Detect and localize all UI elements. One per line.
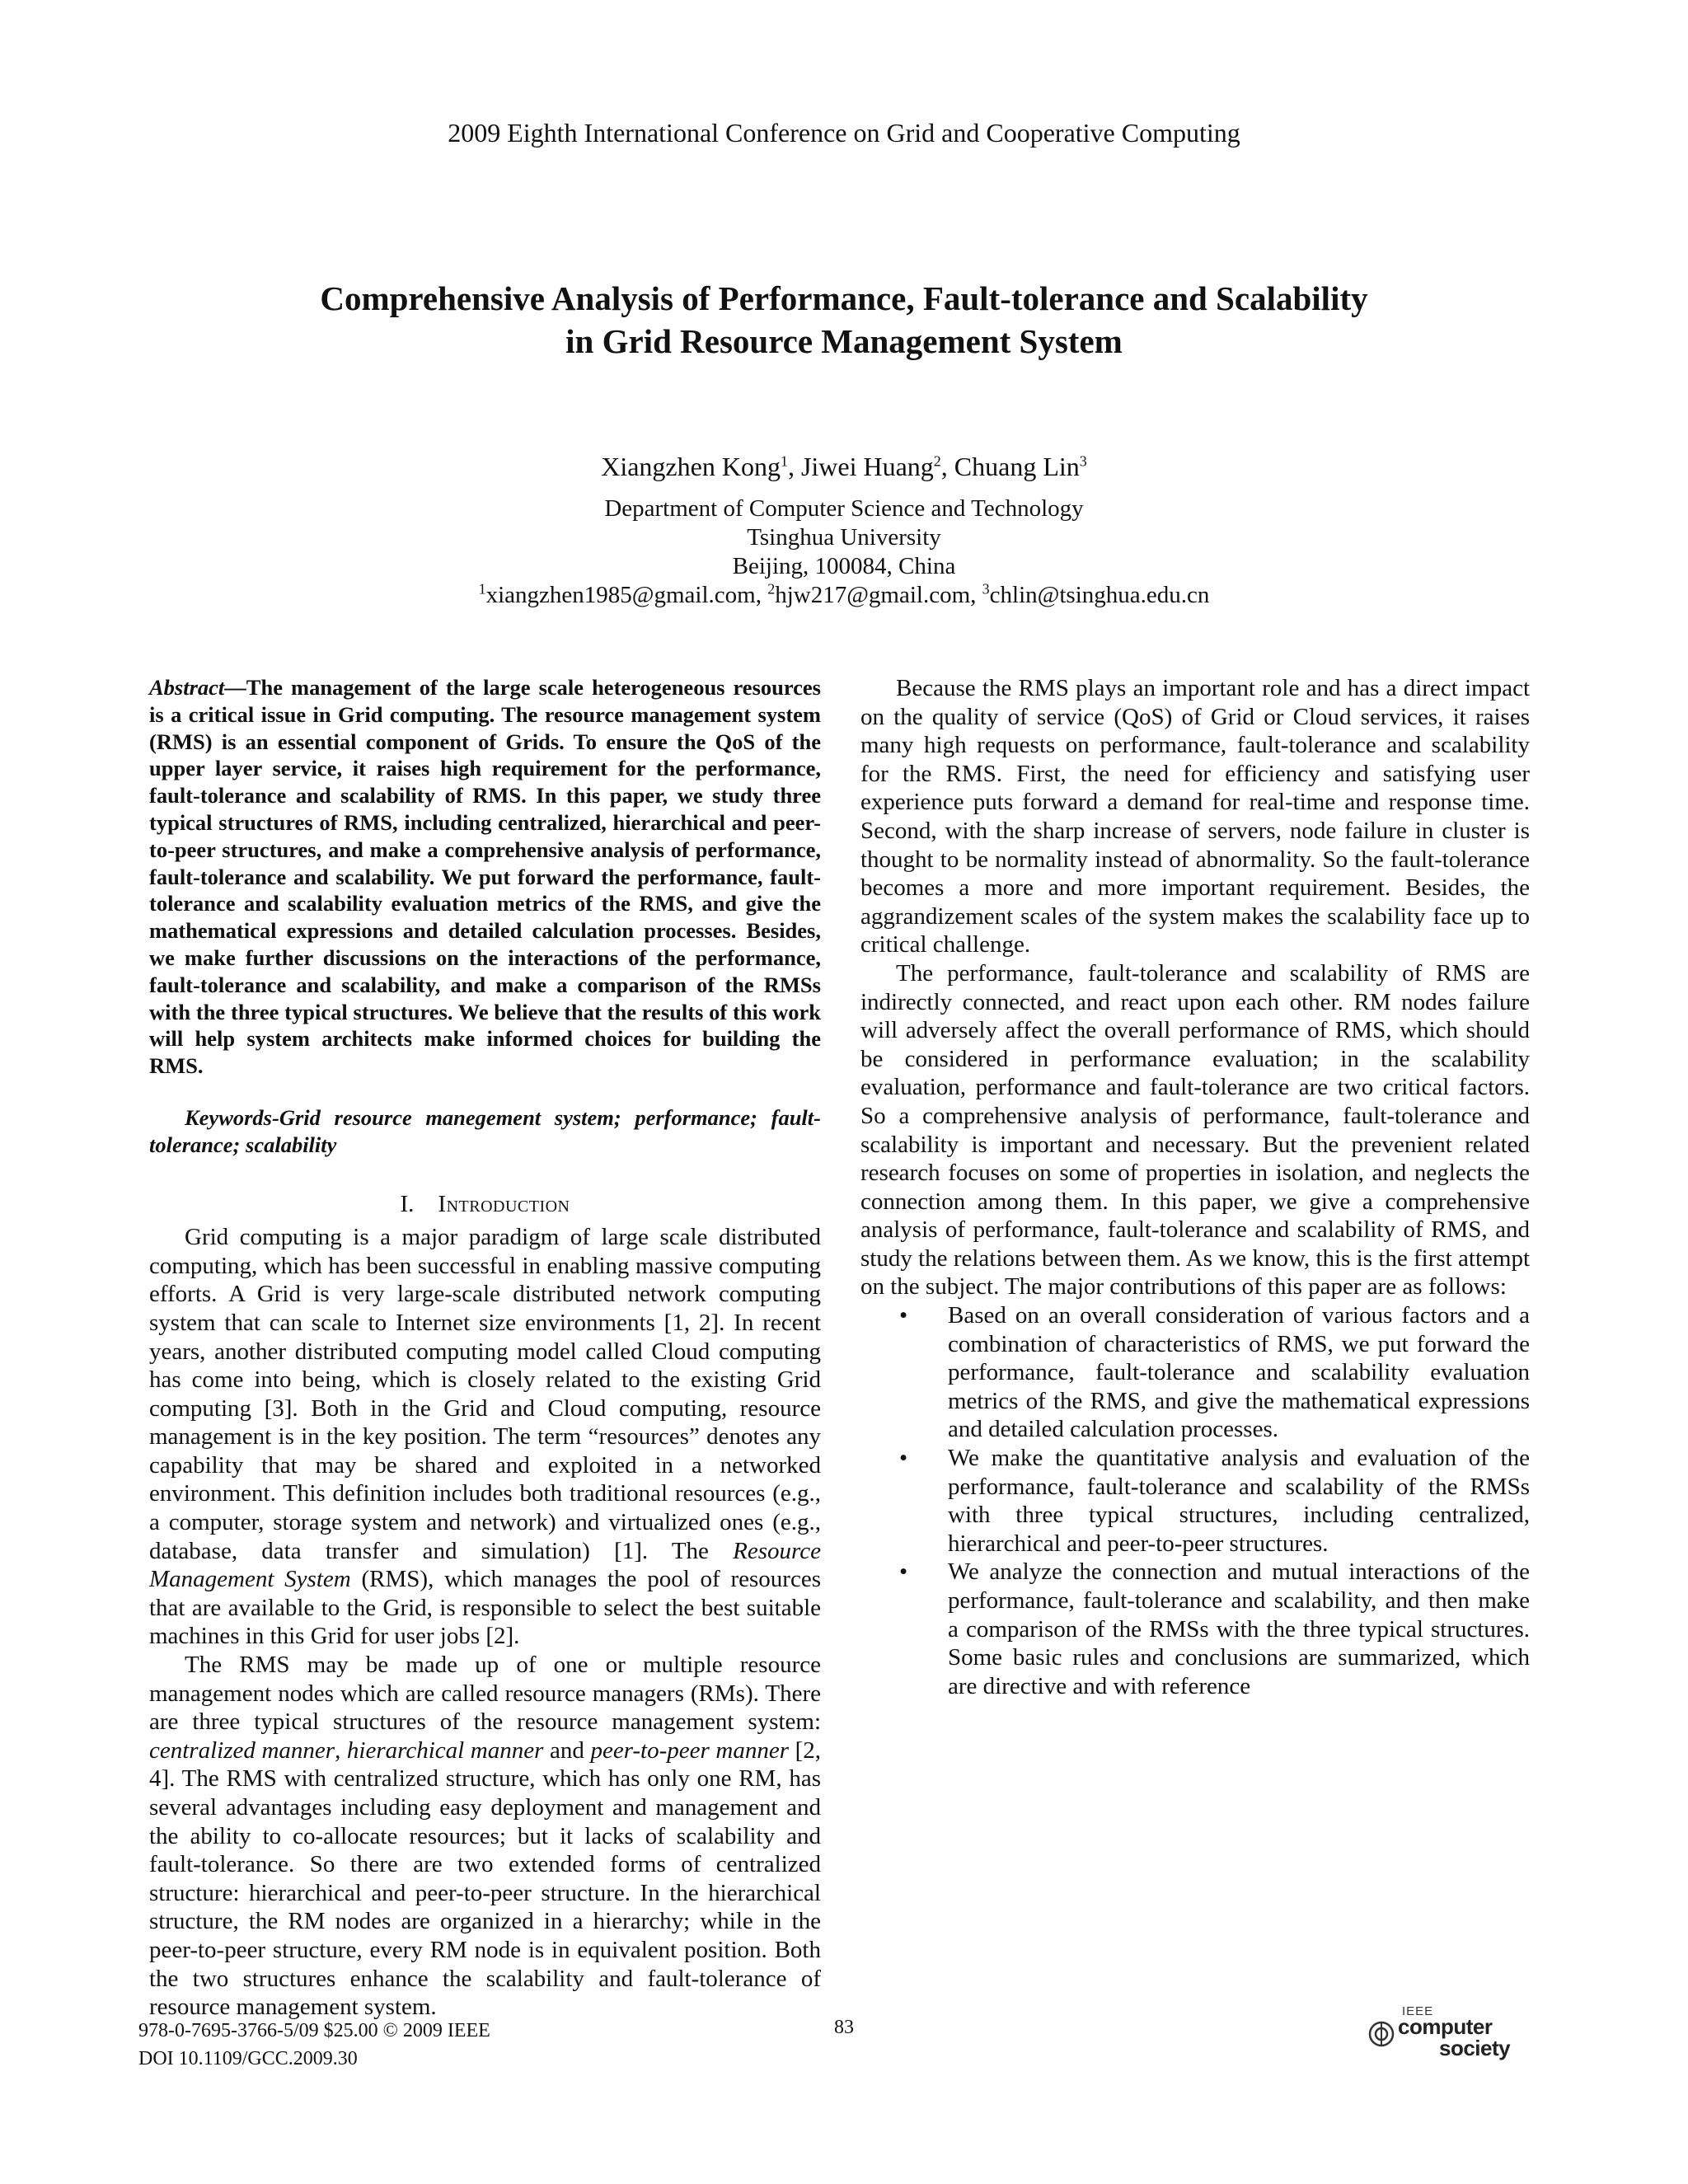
- isbn-line: 978-0-7695-3766-5/09 $25.00 © 2009 IEEE: [138, 2020, 490, 2041]
- department: Department of Computer Science and Technology: [604, 495, 1084, 522]
- list-item: • We analyze the connection and mutual interactions of the performance, fault-tolerance and scalability, and then make a comparison of the RMSs with the three typical structures. Some basic rules and conclusions are summarized, which are directive and with reference: [899, 1558, 1530, 1699]
- section-title: Introduction: [438, 1190, 570, 1217]
- list-item: • We make the quantitative analysis and evaluation of the performance, fault-tolerance and scalability of the RMSs with three typical structures, including centralized, hierarchical and peer-to-peer structures.: [899, 1445, 1530, 1557]
- paragraph: Grid computing is a major paradigm of large scale distributed computing, which has been successful in enabling massive computing efforts. A Grid is very large-scale distributed network computing system that can scale to Internet size environments [1, 2]. In recent years, another distributed computing model called Cloud computing has come into being, which is closely related to the existing Grid computing [3]. Both in the Grid and Cloud computing, resource management is in the key position. The term “resources” denotes any capability that may be shared and exploited in a networked environment. This definition includes both traditional resources (e.g., a computer, storage system and network) and virtualized ones (e.g., database, data transfer and simulation) [1]. The Resource Management System (RMS), which manages the pool of resources that are available to the Grid, is responsible to select the best suitable machines in this Grid for user jobs [2].: [149, 1224, 821, 1650]
- left-column: [149, 674, 821, 2022]
- email-link[interactable]: hjw217@gmail.com: [775, 582, 971, 608]
- paragraph: Because the RMS plays an important role and has a direct impact on the quality of service (QoS) of Grid or Cloud services, it raises many high requests on performance, fault-tolerance and scalability for the RMS. First, the need for efficiency and satisfying user experience puts forward a demand for real-time and response time. Second, with the sharp increase of servers, node failure in cluster is thought to be normality instead of abnormality. So the fault-tolerance becomes a more and more important requirement. Besides, the aggrandizement scales of the system makes the scalability face up to critical challenge.: [860, 675, 1530, 958]
- title-line-1: Comprehensive Analysis of Performance, Fault-tolerance and Scalability: [320, 279, 1368, 317]
- bullet-icon: •: [899, 1445, 908, 1472]
- paper-title: [165, 277, 1523, 363]
- society-globe-icon: [1368, 2021, 1395, 2047]
- title-line-2: in Grid Resource Management System: [565, 322, 1123, 360]
- author-name: Chuang Lin: [954, 452, 1080, 481]
- affiliation: [165, 494, 1523, 610]
- city: Beijing, 100084, China: [732, 553, 956, 579]
- abstract-text: —The management of the large scale heterogeneous resources is a critical issue in Grid computing. The resource management system (RMS) is an essential component of Grids. To ensure the QoS of the upper layer service, it raises high requirement for the performance, fault-tolerance and scalability of RMS. In this paper, we study three typical structures of RMS, including centralized, hierarchical and peer-to-peer structures, and make a comprehensive analysis of performance, fault-tolerance and scalability. We put forward the performance, fault-tolerance and scalability evaluation metrics of the RMS, and give the mathematical expressions and detailed calculation processes. Besides, we make further discussions on the interactions of the performance, fault-tolerance and scalability, and make a comparison of the RMSs with the three typical structures. We believe that the results of this work will help system architects make informed choices for building the RMS.: [149, 675, 821, 1079]
- email-link[interactable]: chlin@tsinghua.edu.cn: [989, 582, 1210, 608]
- section-heading: I. Introduction: [400, 1190, 570, 1217]
- paragraph: The RMS may be made up of one or multiple resource management nodes which are called resource managers (RMs). There are three typical structures of the resource management system: centralized manner, hierarchical manner and peer-to-peer manner [2, 4]. The RMS with centralized structure, which has only one RM, has several advantages including easy deployment and management and the ability to co-allocate resources; but it lacks of scalability and fault-tolerance. So there are two extended forms of centralized structure: hierarchical and peer-to-peer structure. In the hierarchical structure, the RM nodes are organized in a hierarchy; while in the peer-to-peer structure, every RM node is in equivalent position. Both the two structures enhance the scalability and fault-tolerance of resource management system.: [149, 1652, 821, 2021]
- abstract: [149, 674, 821, 1080]
- paragraph: The performance, fault-tolerance and scalability of RMS are indirectly connected, and react upon each other. RM nodes failure will adversely affect the overall performance of RMS, which should be considered in performance evaluation; in the scalability evaluation, performance and fault-tolerance are two critical factors. So a comprehensive analysis of performance, fault-tolerance and scalability is important and necessary. But the prevenient related research focuses on some of properties in isolation, and neglects the connection among them. In this paper, we give a comprehensive analysis of performance, fault-tolerance and scalability of RMS, and study the relations between them. As we know, this is the first attempt on the subject. The major contributions of this paper are as follows:: [860, 959, 1530, 1301]
- email-link[interactable]: xiangzhen1985@gmail.com: [485, 582, 756, 608]
- computer-society-logo: IEEE computer society: [1368, 2004, 1533, 2062]
- list-item: • Based on an overall consideration of various factors and a combination of characteristics of RMS, we put forward the performance, fault-tolerance and scalability evaluation metrics of the RMS, and give the mathematical expressions and detailed calculation processes.: [899, 1302, 1530, 1443]
- conference-header: 2009 Eighth International Conference on Grid and Cooperative Computing: [448, 118, 1240, 148]
- contribution-list: [860, 1301, 1530, 1700]
- university: Tsinghua University: [747, 524, 941, 551]
- doi-line: DOI 10.1109/GCC.2009.30: [138, 2048, 358, 2069]
- author-list: Xiangzhen Kong$^1$, Jiwei Huang$^2$, Chuang Lin$^3$: [601, 452, 1087, 481]
- emails: $^1$xiangzhen1985@gmail.com, $^2$hjw217@gmail.com, $^3$chlin@tsinghua.edu.cn: [478, 580, 1210, 608]
- keywords: Keywords-Grid resource manegement system; performance; fault-tolerance; scalability: [149, 1104, 821, 1157]
- page-number: 83: [834, 2017, 854, 2038]
- bullet-icon: •: [899, 1558, 908, 1586]
- author-name: Jiwei Huang: [800, 452, 934, 481]
- right-column: [860, 674, 1530, 1700]
- abstract-label: Abstract: [149, 675, 225, 700]
- bullet-icon: •: [899, 1302, 908, 1329]
- author-name: Xiangzhen Kong: [601, 452, 781, 481]
